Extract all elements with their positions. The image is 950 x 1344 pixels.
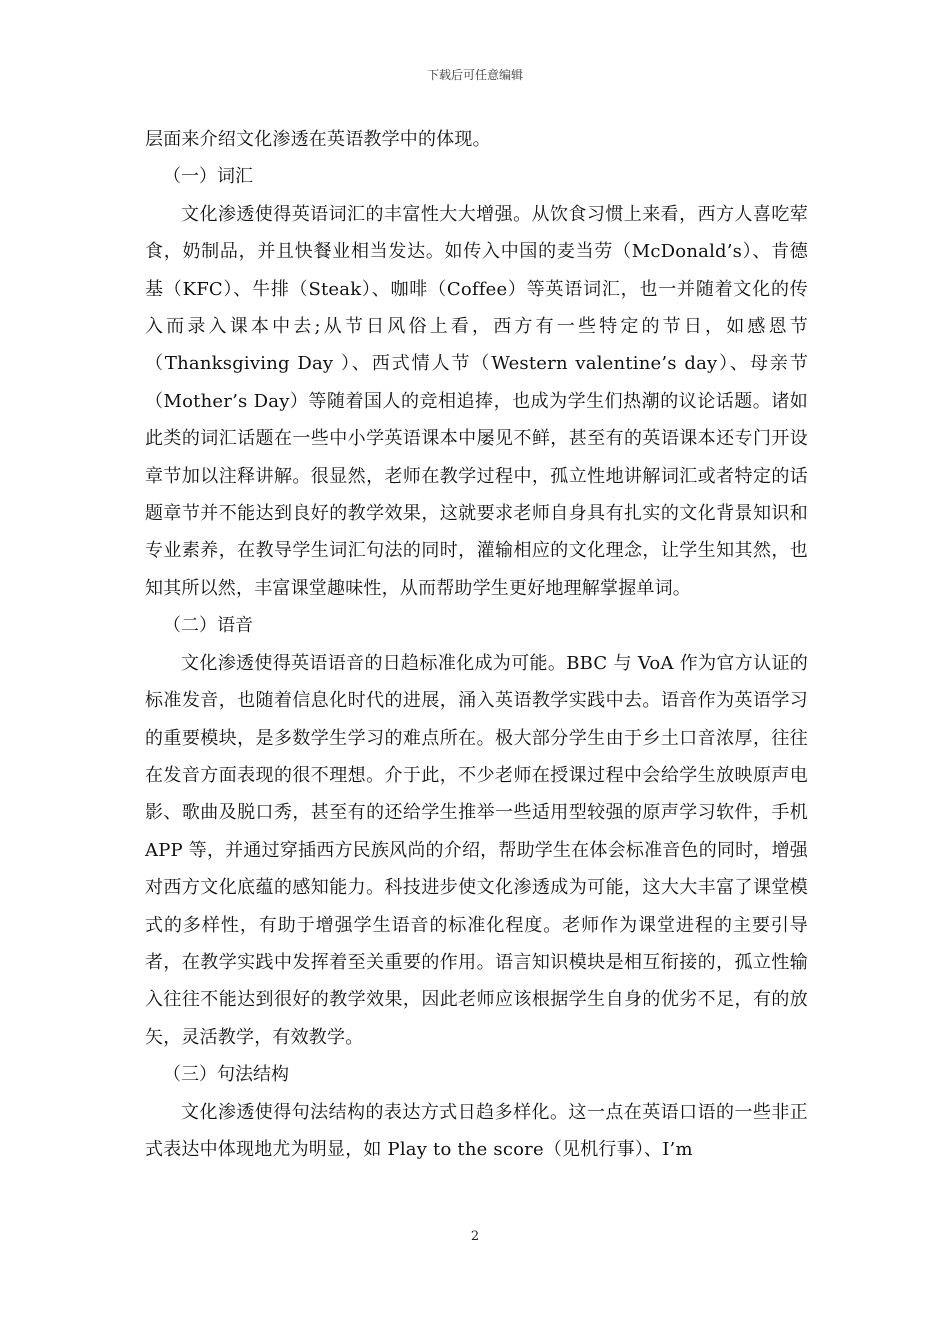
intro-continuation-paragraph: 层面来介绍文化渗透在英语教学中的体现。: [145, 129, 491, 150]
section-heading-syntax: （三）句法结构: [163, 1064, 289, 1086]
document-body: [145, 121, 808, 1168]
page-header-note: 下载后可任意编辑: [426, 68, 523, 82]
syntax-paragraph: 文化渗透使得句法结构的表达方式日趋多样化。这一点在英语口语的一些非正式表达中体现地尤为明显，如 Play to the score（见机行事）、I’m: [145, 1101, 808, 1160]
vocabulary-paragraph: 文化渗透使得英语词汇的丰富性大大增强。从饮食习惯上来看，西方人喜吃荤食，奶制品，并且快餐业相当发达。如传入中国的麦当劳（McDonald’s）、肯德基（KFC）、牛排（Steak）、咖啡（Coffee）等英语词汇，也一并随着文化的传入而录入课本中去;从节日风俗上看，西方有一些特定的节日，如感恩节（Thanksgiving Day ）、西式情人节（Western valentine’s day）、母亲节（Mother’s Day）等随着国人的竞相追捧，也成为学生们热潮的议论话题。诸如此类的词汇话题在一些中小学英语课本中屡见不鲜，甚至有的英语课本还专门开设章节加以注释讲解。很显然，老师在教学过程中，孤立性地讲解词汇或者特定的话题章节并不能达到良好的教学效果，这就要求老师自身具有扎实的文化背景知识和专业素养，在教导学生词汇句法的同时，灌输相应的文化理念，让学生知其然，也知其所以然，丰富课堂趣味性，从而帮助学生更好地理解掌握单词。: [145, 203, 808, 599]
section-heading-pronunciation: （二）语音: [163, 615, 253, 637]
section-heading-vocabulary: （一）词汇: [163, 166, 253, 188]
pronunciation-paragraph: 文化渗透使得英语语音的日趋标准化成为可能。BBC 与 VoA 作为官方认证的标准发音，也随着信息化时代的进展，涌入英语教学实践中去。语音作为英语学习的重要模块，是多数学生学习的难点所在。极大部分学生由于乡土口音浓厚，往往在发音方面表现的很不理想。介于此，不少老师在授课过程中会给学生放映原声电影、歌曲及脱口秀，甚至有的还给学生推举一些适用型较强的原声学习软件，手机 APP 等，并通过穿插西方民族风尚的介绍，帮助学生在体会标准音色的同时，增强对西方文化底蕴的感知能力。科技进步使文化渗透成为可能，这大大丰富了课堂模式的多样性，有助于增强学生语音的标准化程度。老师作为课堂进程的主要引导者，在教学实践中发挥着至关重要的作用。语言知识模块是相互衔接的，孤立性输入往往不能达到很好的教学效果，因此老师应该根据学生自身的优劣不足，有的放矢，灵活教学，有效教学。: [145, 652, 808, 1048]
page-number: 2: [470, 1229, 480, 1244]
